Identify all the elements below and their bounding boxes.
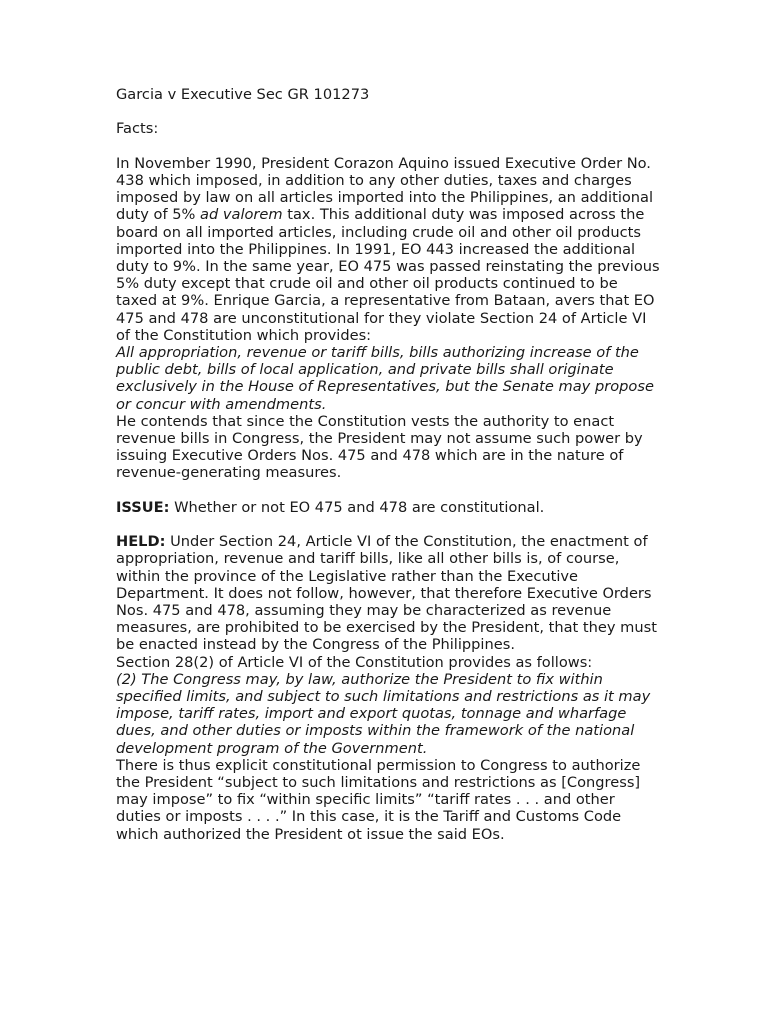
issue-paragraph xyxy=(116,499,661,516)
facts-paragraph xyxy=(116,155,661,344)
held-constitution-quote: (2) The Congress may, by law, authorize the President to fix within specified limits, and subject to such limitations and restrictions as it may impose, tariff rates, import and export quotas, tonnage and wharfage dues, and other duties or imposts within the framework of the national development program of the Government. xyxy=(116,670,651,757)
held-conclusion-paragraph: There is thus explicit constitutional permission to Congress to authorize the President “subject to such limitations and restrictions as [Congress] may impose” to fix “within specific limits” “tariff rates . . . and other duties or imposts . . . .” In this case, it is the Tariff and Customs Code which authorized the President ot issue the said EOs. xyxy=(116,756,641,843)
document-page xyxy=(116,86,661,843)
facts-contention-paragraph: He contends that since the Constitution vests the authority to enact revenue bills in Congress, the President may not assume such power by issuing Executive Orders Nos. 475 and 478 which are in the nature of revenue-generating measures. xyxy=(116,412,643,482)
held-text: Under Section 24, Article VI of the Constitution, the enactment of appropriation, revenue and tariff bills, like all other bills is, of course, within the province of the Legislative rather than the Executive Department. It does not follow, however, that therefore Executive Orders Nos. 475 and 478, assuming they may be characterized as revenue measures, are prohibited to be exercised by the President, that they must be enacted instead by the Congress of the Philippines. xyxy=(116,533,657,654)
facts-italic-term: ad valorem xyxy=(200,206,283,224)
document-title: Garcia v Executive Sec GR 101273 xyxy=(116,86,370,103)
issue-label: ISSUE: xyxy=(116,498,170,516)
facts-text-part-2: tax. This additional duty was imposed across the board on all imported articles, including crude oil and other oil products imported into the Philippines. In 1991, EO 443 increased the additional duty to 9%. In the same year, EO 475 was passed reinstating the previous 5% duty except that crude oil and other oil products continued to be taxed at 9%. Enrique Garcia, a representative from Bataan, avers that EO 475 and 478 are unconstitutional for they violate Section 24 of Article VI of the Constitution which provides: xyxy=(116,206,660,344)
held-section-intro: Section 28(2) of Article VI of the Constitution provides as follows: xyxy=(116,653,593,671)
held-paragraph xyxy=(116,533,661,653)
held-label: HELD: xyxy=(116,533,166,551)
issue-text: Whether or not EO 475 and 478 are constitutional. xyxy=(169,498,545,516)
facts-constitution-quote: All appropriation, revenue or tariff bills, bills authorizing increase of the public debt, bills of local application, and private bills shall originate exclusively in the House of Representatives, but the Senate may propose or concur with amendments. xyxy=(116,344,654,413)
facts-text-part-1: In November 1990, President Corazon Aquino issued Executive Order No. 438 which imposed, in addition to any other duties, taxes and charges imposed by law on all articles imported into the Philippines, an additional duty of 5% xyxy=(116,154,654,224)
facts-heading: Facts: xyxy=(116,120,159,138)
